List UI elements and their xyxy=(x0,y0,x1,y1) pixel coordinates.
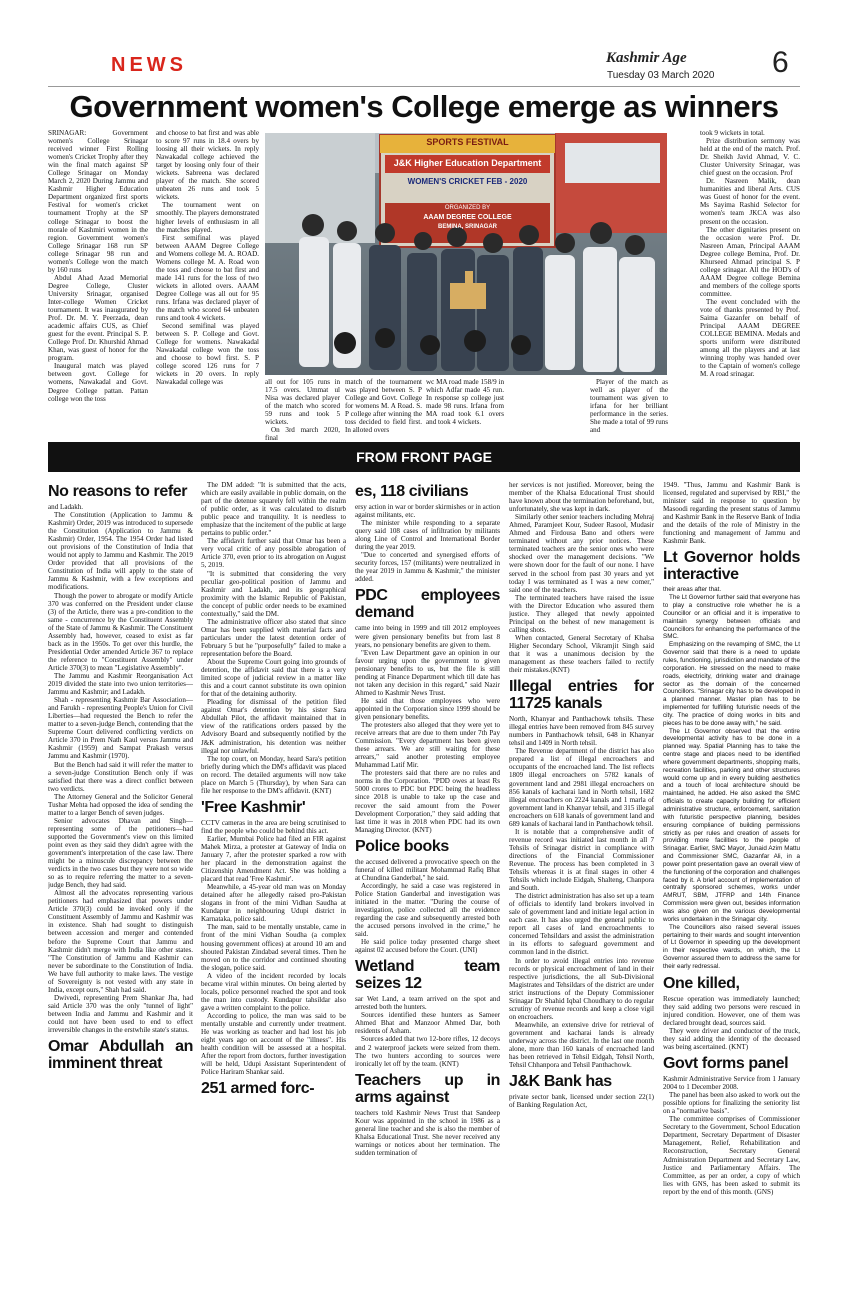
story-para: The protesters said that there are no rules and norms in the Corporation. "PDD owes at least Rs 5000 crores to PDC but PDC being the headless since 2018 is unable to take up the case and recover the said amount from the Power Development Corporation," they said adding that last time it was in 2018 when PDC had its own Managing Director. (KNT) xyxy=(355,769,500,834)
lead-col-7 xyxy=(700,129,800,454)
story-para: their areas after that. xyxy=(663,586,722,594)
story-headline: 'Free Kashmir' xyxy=(201,798,306,816)
lead-para: Inaugural match was played between govt. College for womens, Nawakadal and Govt. Degree College pattan. Pattan college won the toss xyxy=(48,362,148,403)
story-para: teachers told Kashmir News Trust that Sandeep Kour was appointed in the school in 1986 as a general line teacher and she is also the member of Khalsa Educational Trust. She never received any warnings or notices about her termination. The sudden termination of xyxy=(355,1108,500,1157)
story-para: He said police today presented charge sheet against 02 accused before the Court. (UNI) xyxy=(355,938,500,955)
story-headline: J&K Bank has xyxy=(509,1073,612,1091)
story-para: A video of the incident recorded by locals became viral within minutes. On being alerted by locals, police personnel reached the spot and took the man into custody. Kundapur tahsildar also gave a written complaint to the police. xyxy=(201,971,346,1012)
story-para: The Lt Governor further said that everyone has to play a constructive role whether he is a Councillor or an official and it is imperative to maintain synergy between officials and Councillors for enhancing the performance of the SMC. xyxy=(663,594,800,641)
story-headline: Teachers up in arms against xyxy=(355,1071,500,1106)
lead-para: On 3rd march 2020, final xyxy=(265,426,340,443)
lt-governor-body xyxy=(663,586,800,970)
story-para: Pleading for dismissal of the petition filed against Omar's detention by his sister Sara Abdullah Pilot, the affidavit maintained that in view of the ratifications orders passed by the Advisory Board and subsequently notified by the J&K administration, his detention was neither illegal nor unlawful. xyxy=(201,698,346,755)
story-para: He said that those employees who were appointed in the Corporation since 1999 should be given pensionary benefits. xyxy=(355,696,500,721)
story-para: About the Supreme Court going into grounds of detention, the affidavit said that there is a very limited scope of judicial review in a matter like this and a court cannot substitute its own opinion for that of the detaining authority. xyxy=(201,658,346,699)
lead-para: Prize distribution sermony was held at the end of the match. Prof. Dr. Sheikh Javid Ahmad, V. C. Cluster University Srinagar, was chief guest on the occasion. Prof xyxy=(700,137,800,178)
story-para: The Revenue department of the district has also prepared a list of illegal encroachers and occupants of the encroached land. The list reflects 1809 illegal encroachers on 5782 kanals of government land and 2981 illegal encroachers on 856 kanals of kacharai land in North tehsil, 1682 illegal encroachers on 2224 kanals and 1 marla of government land in Khanyar tehsil, and 315 illegal encroachers on 618 kanals of government land and 689 kanals of kacharai land in Panthachowk tehsil. xyxy=(509,747,654,828)
story-para: CCTV cameras in the area are being scrutinised to find the people who could be behind this act. xyxy=(201,818,346,835)
masthead-logo xyxy=(606,49,714,69)
lead-photo xyxy=(265,133,667,375)
lead-para: First semifinal was played between AAAM Degree College and Womens college M. A. ROAD. Womens college M. A. Road won the toss and choose to bat first and made 141 runs for the loss of two wickets in alloted overs. AAAM Degree College was all out for 95 runs. Irfana was declared player of the match who scored 64 unbeaten runs and took 4 wickets. xyxy=(156,233,259,323)
banner-organizer: AAAM DEGREE COLLEGE xyxy=(423,214,512,221)
story-para: The district administration has also set up a team of officials to identify land brokers involved in sale of government land and initiate legal action in each case. It has also urged the general public to report all cases of land encroachments to concerned Tehsildars and assist the administration in its efforts to safeguard government and common land in the district. xyxy=(509,892,654,957)
lead-para: and choose to bat first and was able to score 97 runs in 18.4 overs by loosing all their wickets. In reply Nawakadal college achieved the target by loosing only four of their wickets. Sabreena was declared player of the match. She scored unbeaten 26 runs and took 5 wickets. xyxy=(156,129,259,202)
story-para: The committee comprises of Commissioner Secretary to the Government, School Education Department, Secretary Department of Disaster Management, Relief, Rehabilitation and Reconstruction, Secretary General Administration Department and Secretary Law, Justice and Parliamentary Affairs. The Committee, as per an order, a copy of which lies with GNS, has been asked to submit its report by the end of this month. (GNS) xyxy=(663,1115,800,1196)
lead-para: The tournament went on smoothly. The players demonstrated higher levels of enthusiasm in all the matches played. xyxy=(156,201,259,234)
section-label: NEWS xyxy=(111,54,187,76)
story-para: The Attorney General and the Solicitor General Tushar Mehta had opposed the idea of sending the matter to a larger Bench of seven judges. xyxy=(48,792,193,817)
story-para: "Even Law Department gave an opinion in our favour urging upon the government to given pensionary benefits to us, but the file is still pending at Finance Department which till date has not taken any decision in this regard," said Nazir Ahmed to Kashmir News Trust. xyxy=(355,648,500,697)
lead-para: match of the tournament was played between S. P College and Govt. College for womens M. A Road. S. P college after winning the toss decided to field first. In alloted overs xyxy=(345,378,422,435)
lead-para: took 9 wickets in total. xyxy=(700,129,765,137)
lead-para: Second semifinal was played between S. P. College and Govt. College for womens. Nawakadal Nawakadal college won the toss and choose to bowl first. S. P college scored 126 runs for 7 wickets in 20 overs. In reply Nawakadal college was xyxy=(156,322,259,387)
story-para: "Due to concerted and synergised efforts of security forces, 157 (militants) were neutralized in the year 2019 in Jammu & Kashmir," the minister added. xyxy=(355,551,500,584)
story-para: The top court, on Monday, heard Sara's petition briefly during which the DM's affidavit was placed on record. The detailed arguments will now take place on March 5 (Thursday), by when Sara can file her response to the DM's affidavit. (KNT) xyxy=(201,754,346,795)
story-para: 1949. "Thus, Jammu and Kashmir Bank is licensed, regulated and supervised by RBI," the minister said in response to question by Masoodi regarding the present status of Jammu and Kashmir Bank in the Reserve Bank of India and the details of the role of Ministry in the functioning and management of Jammu and Kashmir Bank. xyxy=(663,481,800,546)
story-para: The protesters also alleged that they were yet to receive arrears that are due to them under 7th Pay Commission. "Every department has been given these arrears. We are still waiting for these arrears," said another protesting employee Muhammad Latif Mir. xyxy=(355,721,500,770)
story-para: Senior advocates Dhavan and Singh—representing some of the petitioners—had supported the Government's view on this limited point even as they said they didn't agree with the government's interpretation of the case law. There might be a minuscule discrepancy between the verdicts in the two cases but they were not so wide so as to require referring the matter to a seven-judge Bench, they had said. xyxy=(48,816,193,890)
lead-para: all out for 105 runs in 17.5 overs. Ummat ul Nisa was declared player of the match who scored 59 runs and took 5 wickets. xyxy=(265,378,340,427)
fp-col-4 xyxy=(509,481,654,1277)
story-para: According to police, the man was said to be mentally unstable and currently under treatment. He was working as teacher and had lost his job eight years ago on account of the "illness". His health condition will be assessed at a hospital. After the report from doctors, further investigation will be held, Udupi Assistant Superintendent of Police Hariram Shankar said. xyxy=(201,1011,346,1077)
story-para: "It is submitted that considering the very peculiar geo-political position of Jammu and Kashmir and Ladakh, and its geographical proximity with the Islamic Republic of Pakistan, the concept of public order needs to be examined contextually," said the DM. xyxy=(201,569,346,618)
story-headline: Lt Governor holds interactive xyxy=(663,549,800,584)
fp-col-5 xyxy=(663,481,800,1277)
lead-col-1 xyxy=(48,129,148,454)
story-para: private sector bank, licensed under section 22(1) of Banking Regulation Act, xyxy=(509,1093,654,1110)
paper-name: Kashmir Age xyxy=(606,50,687,66)
banner-event: WOMEN'S CRICKET FEB - 2020 xyxy=(407,177,528,186)
story-para: Rescue operation was immediately launched; they said adding two persons were rescued in injured condition. However, one of them was declared brought dead, sources said. xyxy=(663,994,800,1027)
story-para: Sources identified these hunters as Sameer Ahmed Bhat and Manzoor Ahmed Dar, both residents of Asham. xyxy=(355,1011,500,1036)
story-para: ersy action in war or border skirmishes or in action against militants, etc. xyxy=(355,503,500,520)
story-headline: Wetland team seizes 12 xyxy=(355,958,500,993)
banner-location: BEMINA, SRINAGAR xyxy=(437,224,497,230)
lead-col-2 xyxy=(156,129,259,454)
story-para: The Constitution (Application to Jammu & Kashmir) Order, 2019 was introduced to supersede the Constitution (Application to Jammu & Kashmir) Order, 1954. The 1954 Order had listed out provisions of the Constitution of India that would not apply to Jammu and Kashmir. The 2019 Order provided that all provisions of the Constitution of India will apply to the state of Jammu & Kashmir, with a few exceptions and modifications. xyxy=(48,511,193,592)
masthead-rule xyxy=(48,86,800,87)
story-para: The man, said to be mentally unstable, came in front of the mini Vidhan Soudha (a complex housing government offices) at around 10 am and shouted Pakistan Zindabad several times. Then he moved on to the corridor and continued shouting the slogan, police said. xyxy=(201,923,346,972)
story-para: They were driver and conductor of the truck, they said adding the identity of the deceased was being ascertained. (KNT) xyxy=(663,1026,800,1051)
story-para: the accused delivered a provocative speech on the funeral of killed militant Mohammad Rafiq Bhat at Chundina Ganderbal," he said. xyxy=(355,857,500,882)
banner-organizer-label: ORGANIZED BY xyxy=(444,205,491,211)
banner-title: SPORTS FESTIVAL xyxy=(426,137,509,147)
story-para: Kashmir Administrative Service from 1 January 2004 to 1 December 2008. xyxy=(663,1075,800,1092)
story-para: It is notable that a comprehensive audit of revenue record was initiated last month in all 7 Tehsils of Srinagar district in compliance with directions of the Financial Commissioner Revenue. The process has been completed in 3 Tehsils whereas it is at final stages in other 4 Tehsils which include Eidgah, Shalteng, Chanpora and South. xyxy=(509,827,654,893)
lead-para: SRINAGAR: Government women's College Srinagar received winner First Rolling women's Cricket Trophy after they win the final match against SP College Srinagar on Monday March 2, 2020 During Jammu and Kashmir Higher Education Department organized first sports Festival for women's cricket tournament Trophy at the SP college Srinagar to boost the morale of Kashmiri women in the region. Government women's College Srinagar 168 run SP college Srinagar 98 run and women's College won the match by 160 runs xyxy=(48,129,148,274)
lead-para: The event concluded with the vote of thanks presented by Prof. Saima Gazanfer on behalf of Principal AAAM DEGREE COLLEGE BEMINA. Medals and sports uniform were distributed among all the players and at last winning trophy was handed over to the Captain of women's college M. A road srinagar. xyxy=(700,297,800,379)
story-para: Similarly other senior teachers including Mehraj Ahmed, Paramjeet Kour, Sudeer Rasool, Mudasir Ahmed and Firdousa Bano and others were terminated without any prior notices. These terminated teachers are the senior ones who were shocked over the management decisions. "We were shown door for the fault of our none. I have served in the school from past 30 years and yet today I was terminated as I was a new comer," said one of the teachers. xyxy=(509,513,654,594)
story-para: her services is not justified. Moreover, being the member of the Khalsa Educational Trust should have known about the termination beforehand, but, unfortunately, she was kept in dark. xyxy=(509,481,654,514)
story-para: and Ladakh. xyxy=(48,503,84,511)
front-page-bar-label: FROM FRONT PAGE xyxy=(356,449,492,465)
lead-para: Abdul Ahad Azad Memorial Degree College, Cluster University Srinagar, organised Inter-college Women Cricket tournament. It was inaugurated by Prof. Dr. M. Y. Peerzada, dean academic affairs CUS, as Chief guest for the event. Principal S. P. College Prof. Dr. Khurshid Ahmad Khan, was guest of honor for the program. xyxy=(48,273,148,363)
story-headline: 251 armed forc- xyxy=(201,1080,315,1098)
story-headline: PDC employees demand xyxy=(355,587,500,622)
issue-date: Tuesday 03 March 2020 xyxy=(607,70,715,81)
story-para: The Lt Governor observed that the entire developmental activity has to be done in a planned way. Spatial Planning has to take the centre stage and places need to be identified where government departments, shopping malls, recreation facilities, parking and other structures would come up and in every building aesthetics and a touch of local architecture should be maintained, he added. He also asked the SMC officials to create capacity building for efficient administrative structure, enforcement, sanitation with futuristic perspective planning, besides ensuring compliance of building permissions strictly as per rules and creation of assets for providing more facilities to the people of Srinagar. Earlier, SMC Mayor, Junaid Azim Mattu and Commissioner SMC, Gazanfar Ali, in a power point presentation gave an overall view of the functioning of the corporation and challenges faced by it. A brief account of implementation of centrally sponsored schemes, works under AMRUT, SBM, JTFRP and 14th Finance Commission were given out, besides information was also given on the various developmental works undertaken in the Srinagar city. xyxy=(663,727,800,923)
banner-subtitle: J&K Higher Education Department xyxy=(393,158,542,168)
fp-col-1 xyxy=(48,477,193,1277)
story-para: The terminated teachers have raised the issue with the Director Education who assured them justice. They alleged that newly appointed Principal on the behest of new management is calling shots. xyxy=(509,593,654,634)
story-headline: No reasons to refer xyxy=(48,483,188,500)
story-para: The Councillors also raised several issues pertaining to their wards and sought intervention of Lt Governor in speeding up the development in their respective wards, on which, the Lt Governor assured them to address the same for their early redressal. xyxy=(663,923,800,970)
story-para: The minister while responding to a separate query said 108 cases of infiltration by militants along Line of Control and International Border during the year 2019. xyxy=(355,519,500,552)
lead-para: wc MA road made 158/9 in which Adfar made 45 run. In response sp college just made 98 runs. Irfana from MA road took 6.1 overs and took 4 wickets. xyxy=(426,378,504,427)
story-para: Though the power to abrogate or modify Article 370 was conferred on the President under clause (3) of the Article, there was a pre-condition to the same - concurrence by the Constituent Assembly of the State of Jammu & Kashmir. The Constituent Assembly had, however, ceased to exist as far back as in the 1950s. To get over this hurdle, the Presidential Order amended Article 367 to replace the reference to "Constituent Assembly" under Article 370(3) to mean "Legislative Assembly". xyxy=(48,591,193,672)
story-para: Earlier, Mumbai Police had filed an FIR against Mahek Mirza, a protester at Gateway of India on January 7, after the protester sparked a row with her placard in the demonstration against the Citizenship Amendment Act. She was holding a placard that read 'Free Kashmir'. xyxy=(201,834,346,884)
story-para: The panel has been also asked to work out the possible options for finalizing the seniority list on a "normative basis". xyxy=(663,1091,800,1116)
story-para: But the Bench had said it will refer the matter to a seven-judge Constitution Bench only if was satisfied that there was a direct conflict between two verdicts. xyxy=(48,760,193,793)
lead-para: The other dignitaries present on the occasion were Prof. Dr. Nasreen Aman, Principal AAAM Degree college Bemina, Prof. Dr. Khurseed Ahmad principal S. P college srinagar. All the HOD's of AAAM Degree college Bemina and members of the college sports committee. xyxy=(700,225,800,298)
story-para: The Jammu and Kashmir Reorganisation Act 2019 divided the state into two union territories—Jammu and Kashmir; and Ladakh. xyxy=(48,671,193,697)
story-para: Emphasizing on the revamping of SMC, the Lt Governor said that there is a need to update rules, functioning, jurisdiction and mandate of the corporation. He stressed on the need to make roads, electricity, drinking water and drainage sector as the domain of the concerned Councillors. "Srinagar city has to be developed in a planned manner. Master plan has to be implemented for fulfilling futuristic needs of the city. The practice of doing works in bits and pieces has to be done away with," he said. xyxy=(663,641,800,727)
story-para: sar Wet Land, a team arrived on the spot and arrested both the hunters. xyxy=(355,995,500,1012)
story-para: Meanwhile, a 45-year old man was on Monday detained after he allegedly raised pro-Pakistan slogans in front of the mini Vidhan Saudha at Kundapur in neighbouring Udupi district in Karnataka, police said. xyxy=(201,883,346,924)
story-para: Almost all the advocates representing various petitioners had emphasized that powers under Article 370(3) could be invoked only if the Constituent Assembly of Jammu and Kashmir was in existence. Shah had sought to distinguish between accession and merger and contended before the Supreme Court that Jammu and Kashmir didn't merge with India like other states. "The Constitution of Jammu and Kashmir can never be subordinate to the Constitution of India. We have full authority to make laws. The vestige of Sovereignty is not vested with any state in India, except ours," Shah had said. xyxy=(48,889,193,994)
story-para: When contacted, General Secretary of Khalsa Higher Secondary School, Vikramjit Singh said that it was a unanimous decision by the management as these teachers failed to rectify their mistakes.(KNT) xyxy=(509,633,654,675)
story-para: Sources added that two 12-bore rifles, 12 decoys and 2 waterproof jackets were seized from them. The two hunters according to sources were ironically let off by the team. (KNT) xyxy=(355,1035,500,1068)
page-number: 6 xyxy=(772,46,789,79)
story-headline: es, 118 civilians xyxy=(355,483,469,500)
story-para: Shah - representing Kashmir Bar Association—and Farukh - representing People's Union for Civil Liberties—had requested the Bench to refer the matter to a seven-judge Bench, contending that the Supreme Court delivered conflicting verdicts on Article 370 in Prem Nath Kaul versus Jammu and Kashmir (1959) and Sampat Prakash versus Jammu and Kashmir (1970). xyxy=(48,696,193,761)
story-para: North, Khanyar and Panthachowk tehsils. These illegal entries have been removed from 845 survey numbers in Panthachowk tehsil, 648 in Khanyar tehsil and 1409 in North tehsil. xyxy=(509,715,654,748)
front-page-bar xyxy=(48,442,800,472)
story-headline: Omar Abdullah an imminent threat xyxy=(48,1038,193,1073)
story-headline: One killed, xyxy=(663,974,740,992)
lead-para: Dr. Nasreen Malik, dean humanities and liberal Arts. CUS was Guest of honor for the event. Ms Sayima Rashid Selector for women's team JKCA was also present on the occasion. xyxy=(700,177,800,226)
story-para: The administrative officer also stated that since Omar has been supplied with material facts and particulars under the latest detention order of February 5 but he "purposefully" failed to make a representation before the Board. xyxy=(201,617,346,658)
story-headline: Illegal entries for 11725 kanals xyxy=(509,678,654,713)
story-para: came into being in 1999 and till 2012 employees were given pensionary benefits but from last 8 years, no pensionary benefits are given to them. xyxy=(355,624,500,649)
story-para: Dwivedi, representing Prem Shankar Jha, had said Article 370 was the only "tunnel of light" between India and Jammu and Kashmir and it could not have been used to end to effect irreversible changes in the erstwhile state's status. xyxy=(48,993,193,1035)
story-para: In order to avoid illegal entries into revenue records or physical encroachment of land in their respective jurisdictions, the all Sub-Divisional Magistrates and Tehsildars of the district are under strict instructions of the Deputy Commissioner Srinagar Dr Shahid Iqbal Choudhary to do regular scrutiny of revenue records and keep a close vigil on encroachers. xyxy=(509,956,654,1021)
story-para: Accordingly, he said a case was registered in Police Station Ganderbal and investigation was initiated in the matter. "During the course of investigation, police collected all the evidence regarding the case and subsequently arrested both the accused persons involved in the crime," he said. xyxy=(355,881,500,939)
fp-col-2 xyxy=(201,481,346,1277)
story-headline: Police books xyxy=(355,837,449,855)
fp-col-3 xyxy=(355,477,500,1277)
story-headline: Govt forms panel xyxy=(663,1055,789,1073)
story-para: The DM added: "It is submitted that the acts, which are easily available in public domain, on the part of the detenue squarely fell within the realm of public order, as it was calculated to disturb public peace and tranquility. It is needless to emphasize that the incitement of the public at large pertains to public order." xyxy=(201,481,346,538)
story-para: The affidavit further said that Omar has been a very vocal critic of any possible abrogation of Article 370, even prior to its abrogation on August 5, 2019. xyxy=(201,537,346,570)
story-para: Meanwhile, an extensive drive for retrieval of government and kacharai lands is already underway across the district. In the last one month alone, more than 160 kanals of encroached land has been retrieved in Tehsil Eidgah, Tehsil North, Tehsil Chhanpora and Tehsil Panthachowk. xyxy=(509,1020,654,1070)
lead-para: Player of the match as well as player of the tournament was given to irfana for her brilliant performance in the series. She made a total of 99 runs and xyxy=(590,378,668,435)
lead-headline: Government women's College emerge as winners xyxy=(69,89,779,124)
team-photo-illustration xyxy=(265,133,667,375)
